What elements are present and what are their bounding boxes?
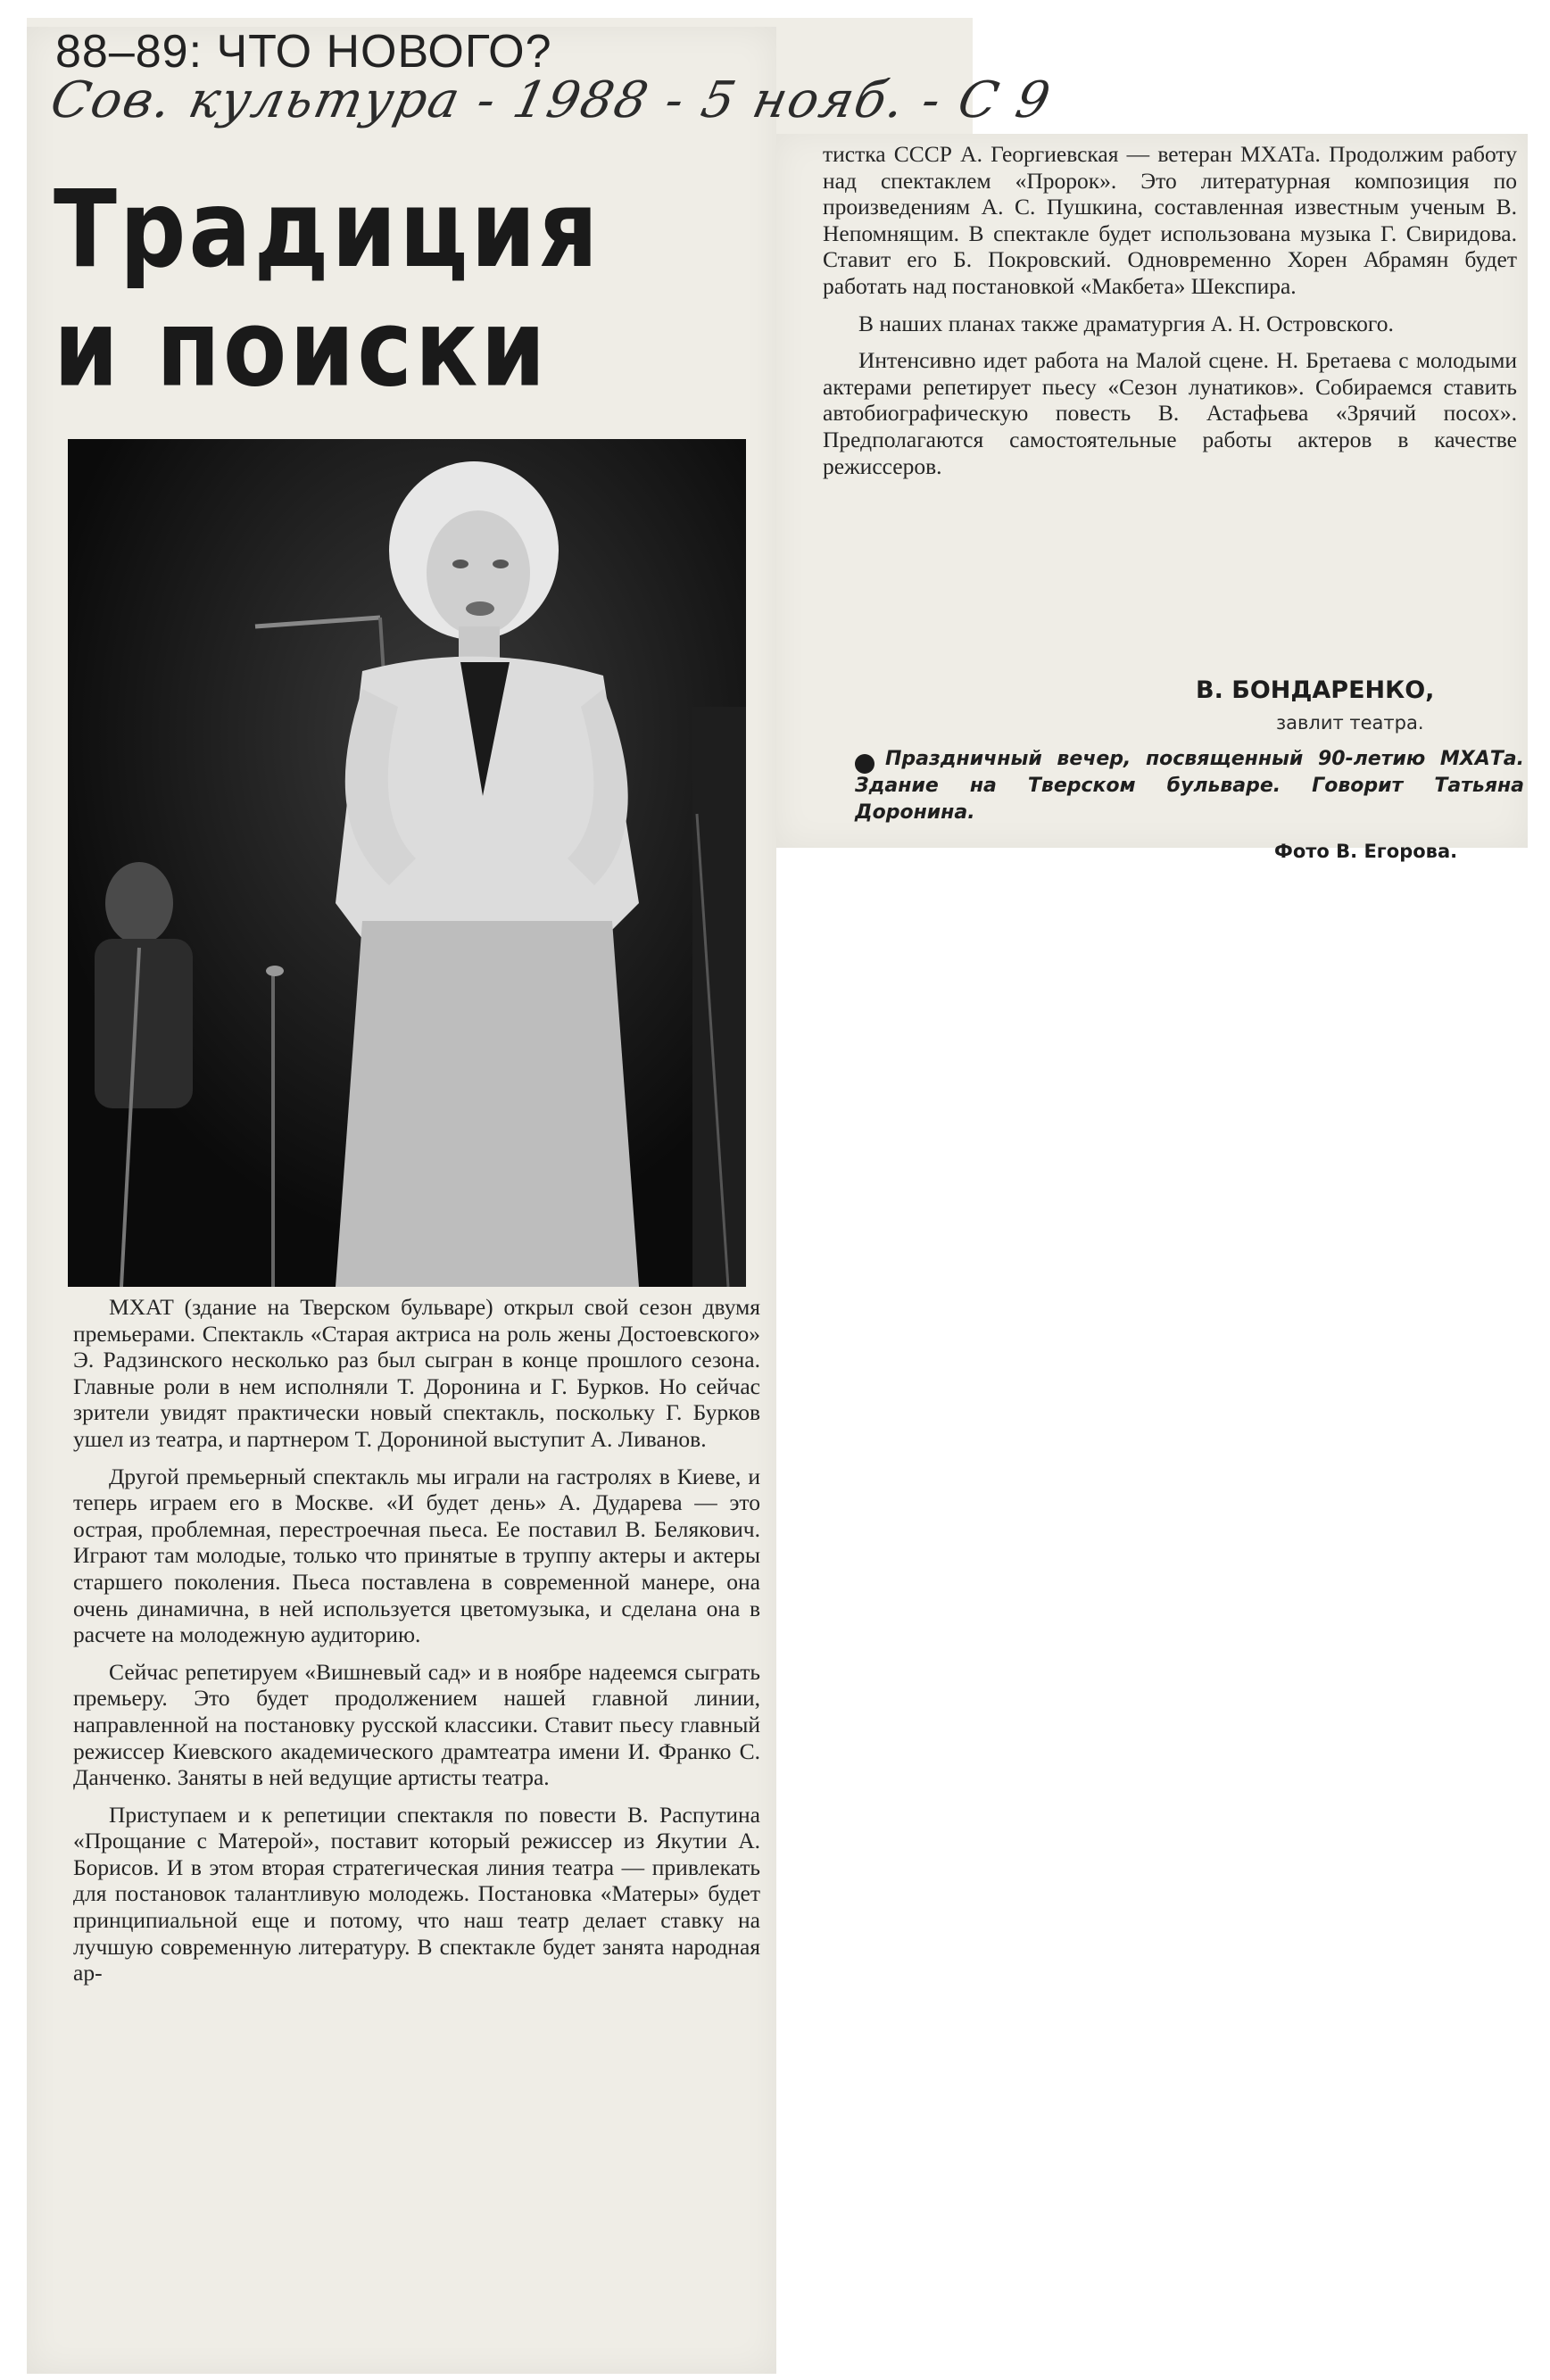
caption-text: Праздничный вечер, посвященный 90-летию МХАТа. Здание на Тверском бульваре. Говорит Татьяна Доронина. (855, 748, 1524, 824)
article-headline (54, 166, 601, 411)
paragraph: МХАТ (здание на Тверском бульваре) открыл свой сезон двумя премьерами. Спектакль «Старая актриса на роль жены Достоевского» Э. Радзинского несколько раз был сыгран в конце прошлого сезона. Главные роли в нем исполняли Т. Доронина и Г. Бурков. Но сейчас зрители увидят практически новый спектакль, поскольку Г. Бурков ушел из театра, и партнером Т. Дорониной выступит А. Ливанов. (73, 1294, 760, 1452)
paragraph: Другой премьерный спектакль мы играли на гастролях в Киеве, и теперь играем его в Москве. «И будет день» А. Дударева — это острая, проблемная, перестроечная пьеса. Ее поставил В. Белякович. Играют там молодые, только что принятые в труппу актеры и актеры старшего поколения. Пьеса поставлена в современной манере, она очень динамична, в ней используется цветомузыка, и сделана она в расчете на молодежную аудиторию. (73, 1463, 760, 1648)
paragraph: В наших планах также драматургия А. Н. Островского. (858, 310, 1394, 336)
section-rubric: 88–89: ЧТО НОВОГО? (55, 26, 552, 78)
article-right-column (823, 141, 1517, 490)
paragraph: Приступаем и к репетиции спектакля по повести В. Распутина «Прощание с Матерой», поставит который режиссер из Якутии А. Борисов. И в этом вторая стратегическая линия театра — привлекать для постановок талантливую молодежь. Постановка «Матеры» будет принципиальной еще и потому, что наш театр делает ставку на лучшую современную литературу. В спектакле будет занята народная ар- (73, 1801, 760, 1986)
paragraph: Сейчас репетируем «Вишневый сад» и в ноябре надеемся сыграть премьеру. Это будет продолжением нашей главной линии, направленной на постановку русской классики. Ставит пьесу главный режиссер Киевского академического драмтеатра имени И. Франко С. Данченко. Заняты в ней ведущие артисты театра. (73, 1658, 760, 1791)
author-role: завлит театра. (1276, 712, 1424, 734)
photo-credit: Фото В. Егорова. (1274, 841, 1458, 862)
paragraph: Интенсивно идет работа на Малой сцене. Н. Бретаева с молодыми актерами репетирует пьесу «Сезон лунатиков». Собираемся ставить автобиографическую повесть В. Астафьева «Зрячий посох». Предполагаются самостоятельные работы актеров в качестве режиссеров. (823, 347, 1517, 479)
paragraph: тистка СССР А. Георгиевская — ветеран МХАТа. Продолжим работу над спектаклем «Пророк». Это литературная композиция по произведениям А. С. Пушкина, составленная известным ученым В. Непомнящим. В спектакле будет использована музыка Г. Свиридова. Ставит его Б. Покровский. Одновременно Хорен Абрамян будет работать над постановкой «Макбета» Шекспира. (823, 141, 1517, 299)
author-signature: В. БОНДАРЕНКО, (1196, 676, 1435, 704)
handwritten-note: Сов. культура - 1988 - 5 нояб. - С 9 (46, 71, 1057, 129)
photo-caption (855, 746, 1524, 826)
article-left-column (73, 1294, 760, 1997)
headline-line-2: и поиски (54, 285, 549, 411)
headline-line-1: Традиция (54, 166, 601, 292)
article-photo (68, 439, 746, 1287)
photo-illustration (68, 439, 746, 1287)
